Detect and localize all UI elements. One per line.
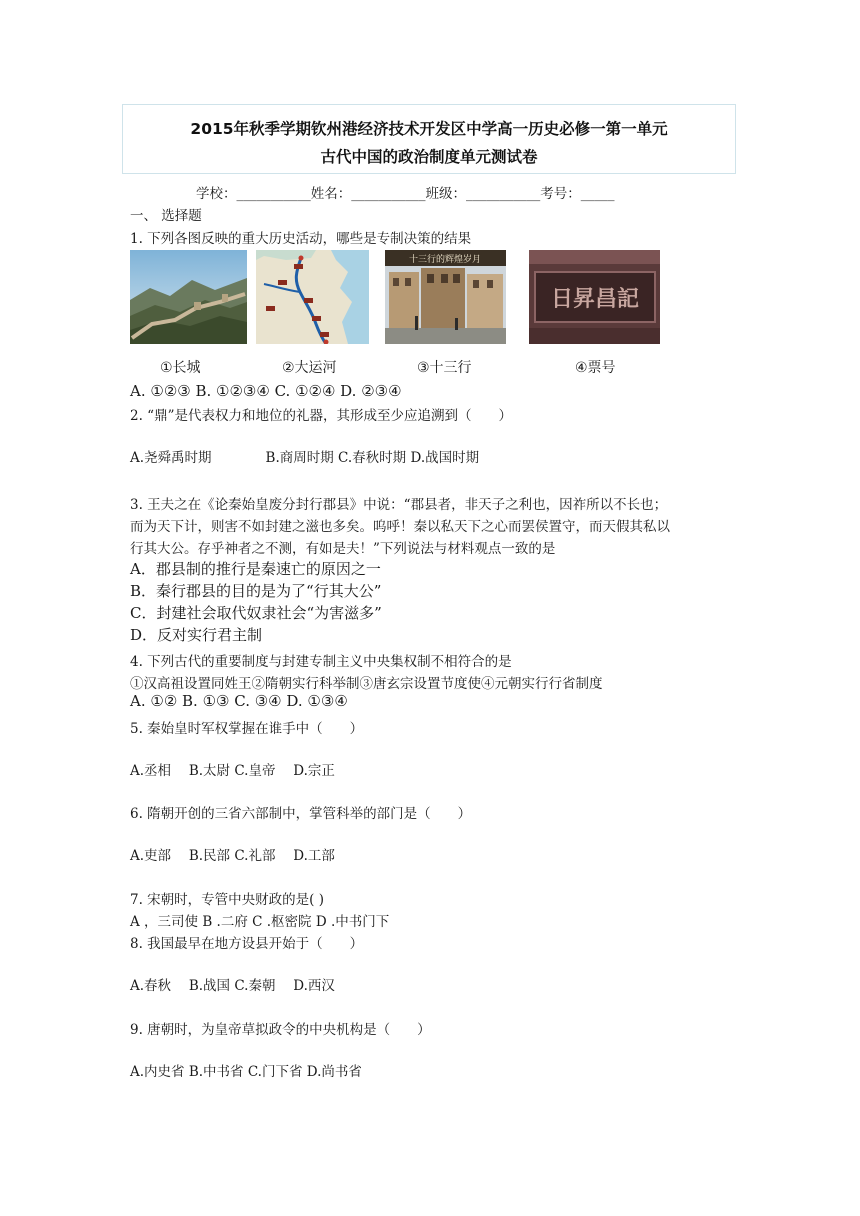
exam-title-line1: 2015年秋季学期钦州港经济技术开发区中学高一历史必修一第一单元 bbox=[190, 120, 668, 138]
q3-option-d: D．反对实行君主制 bbox=[130, 626, 263, 644]
piaohao-sign-text: 日昇昌記 bbox=[550, 286, 640, 312]
q4-options: A. ①② B. ①③ C. ③④ D. ①③④ bbox=[130, 692, 348, 710]
q8-options: A.春秋 B.战国 C.秦朝 D.西汉 bbox=[130, 978, 335, 994]
q1-options: A. ①②③ B. ①②③④ C. ①②④ D. ②③④ bbox=[130, 382, 402, 400]
caption-great-wall: ①长城 bbox=[160, 360, 201, 376]
q4-items: ①汉高祖设置同姓王②隋朝实行科举制③唐玄宗设置节度使④元朝实行行省制度 bbox=[130, 676, 603, 692]
q3-option-a: A．郡县制的推行是秦速亡的原因之一 bbox=[130, 560, 381, 578]
q3-text-line3: 行其大公。存乎神者之不测，有如是夫！”下列说法与材料观点一致的是 bbox=[130, 541, 556, 557]
q2-stem: 2. “鼎”是代表权力和地位的礼器，其形成至少应追溯到（ ） bbox=[130, 408, 512, 424]
caption-grand-canal: ②大运河 bbox=[282, 360, 337, 376]
q9-stem: 9. 唐朝时，为皇帝草拟政令的中央机构是（ ） bbox=[130, 1022, 431, 1038]
thirteen-hongs-image bbox=[385, 250, 506, 344]
q7-options: A ，三司使 B .二府 C .枢密院 D .中书门下 bbox=[130, 914, 390, 930]
q2-options: A.尧舜禹时期 B.商周时期 C.春秋时期 D.战国时期 bbox=[130, 450, 480, 466]
q3-option-c: C．封建社会取代奴隶社会“为害滋多” bbox=[130, 604, 382, 622]
q5-stem: 5. 秦始皇时军权掌握在谁手中（ ） bbox=[130, 721, 364, 737]
q5-options: A.丞相 B.太尉 C.皇帝 D.宗正 bbox=[130, 763, 335, 779]
caption-thirteen-hongs: ③十三行 bbox=[417, 360, 472, 376]
grand-canal-map-image bbox=[256, 250, 369, 344]
q9-options: A.内史省 B.中书省 C.门下省 D.尚书省 bbox=[130, 1064, 362, 1080]
caption-piaohao: ④票号 bbox=[575, 360, 616, 376]
q8-stem: 8. 我国最早在地方设县开始于（ ） bbox=[130, 936, 364, 952]
q3-text-line2: 而为天下计，则害不如封建之滋也多矣。呜呼！秦以私天下之心而罢侯置守，而天假其私以 bbox=[130, 519, 670, 535]
q1-stem: 1. 下列各图反映的重大历史活动，哪些是专制决策的结果 bbox=[130, 231, 472, 247]
q3-option-b: B．秦行郡县的目的是为了“行其大公” bbox=[130, 582, 382, 600]
student-info-line: 学校：___________姓名：___________班级：___________考号：_____ bbox=[196, 186, 615, 202]
q3-text-line1: 3. 王夫之在《论秦始皇废分封行郡县》中说：“郡县者，非天子之利也，因祚所以不长也； bbox=[130, 497, 668, 513]
q7-stem: 7. 宋朝时，专管中央财政的是( ) bbox=[130, 892, 324, 908]
section-heading: 一、 选择题 bbox=[130, 208, 202, 224]
q6-options: A.吏部 B.民部 C.礼部 D.工部 bbox=[130, 848, 335, 864]
exam-title-line2: 古代中国的政治制度单元测试卷 bbox=[320, 148, 538, 166]
piaohao-signboard-image bbox=[529, 250, 660, 344]
title-box bbox=[122, 104, 736, 174]
q4-stem: 4. 下列古代的重要制度与封建专制主义中央集权制不相符合的是 bbox=[130, 654, 512, 670]
q6-stem: 6. 隋朝开创的三省六部制中，掌管科举的部门是（ ） bbox=[130, 806, 472, 822]
shisanhang-banner-text: 十三行的辉煌岁月 bbox=[408, 255, 482, 265]
great-wall-image bbox=[130, 250, 247, 344]
